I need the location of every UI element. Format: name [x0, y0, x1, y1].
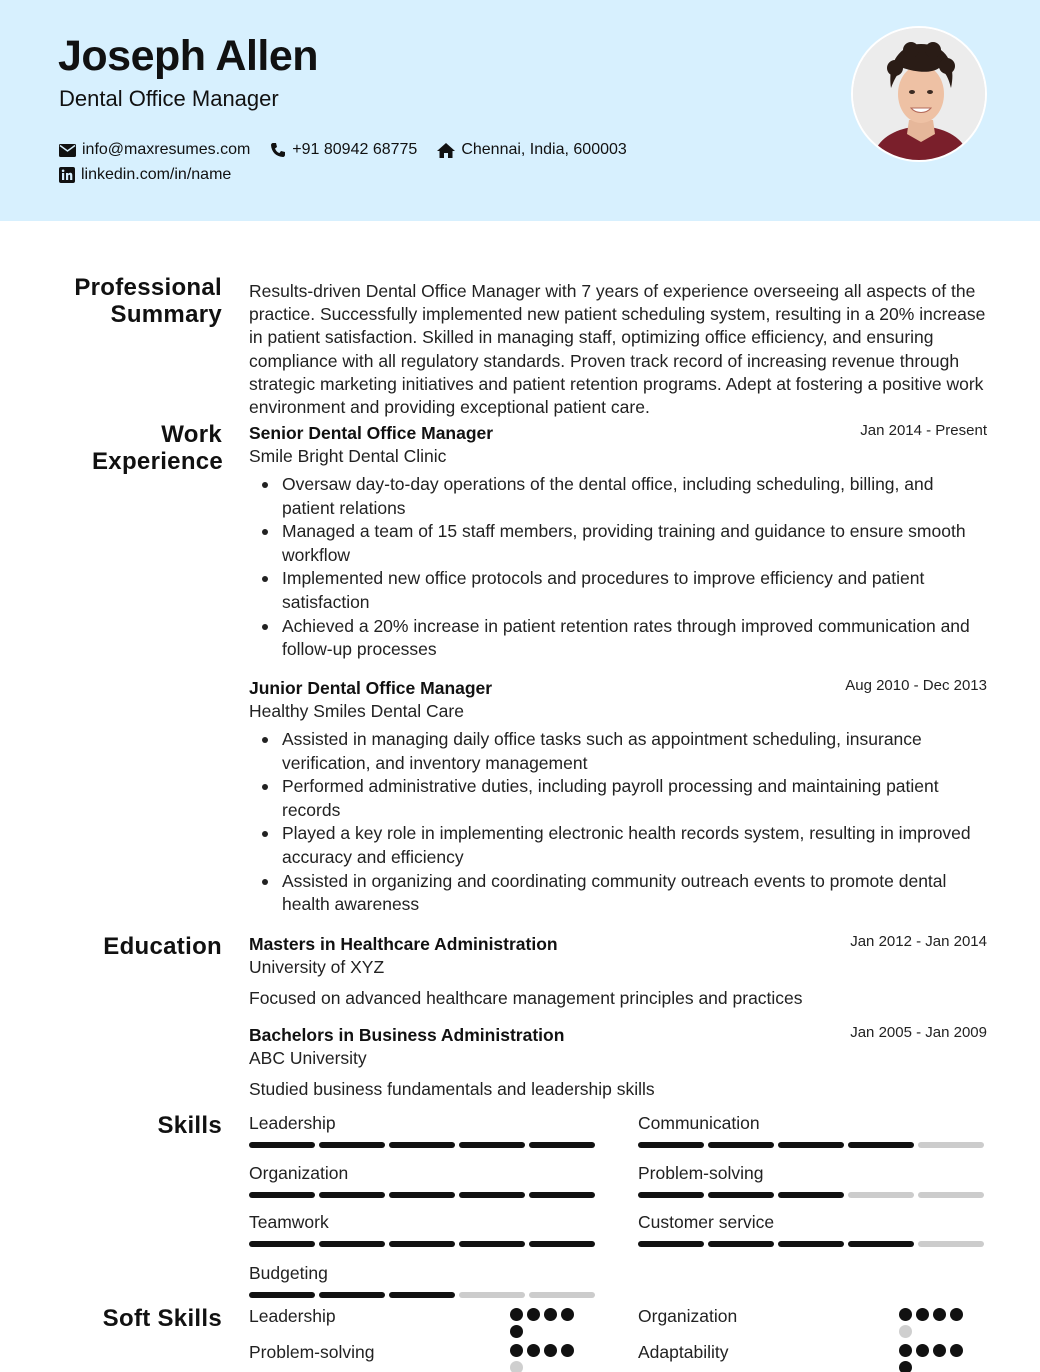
rating-dot [899, 1325, 912, 1338]
email-text: info@maxresumes.com [82, 141, 251, 158]
degree-title: Masters in Healthcare Administration [249, 934, 558, 954]
linkedin-text: linkedin.com/in/name [81, 166, 232, 183]
job-bullets [249, 473, 987, 662]
soft-skill-name: Adaptability [638, 1342, 729, 1362]
section-title-soft-skills: Soft Skills [102, 1305, 222, 1332]
skill-level-segment [249, 1142, 315, 1148]
list-item: Assisted in organizing and coordinating community outreach events to promote dental health awareness [249, 870, 987, 917]
list-item: Played a key role in implementing electronic health records system, resulting in improved accuracy and efficiency [249, 822, 987, 869]
skill-level-segment [708, 1241, 774, 1247]
list-item: Achieved a 20% increase in patient retention rates through improved communication and follow-up processes [249, 615, 987, 662]
candidate-name: Joseph Allen [58, 32, 319, 80]
skill-name: Teamwork [249, 1212, 329, 1232]
skill-level-segment [708, 1192, 774, 1198]
skill-level-segment [778, 1192, 844, 1198]
skill-name: Problem-solving [638, 1163, 764, 1183]
job-title: Junior Dental Office Manager [249, 678, 493, 698]
rating-dot [561, 1344, 574, 1357]
job-entry [249, 423, 987, 662]
envelope-icon [59, 144, 76, 157]
skill-level-segment [389, 1241, 455, 1247]
rating-dot [510, 1325, 523, 1338]
skill-name: Leadership [249, 1113, 336, 1133]
rating-dot [933, 1344, 946, 1357]
rating-dot [933, 1308, 946, 1321]
rating-dot [916, 1308, 929, 1321]
skill-level-bar [638, 1241, 986, 1247]
rating-dot [899, 1308, 912, 1321]
skill-level-segment [529, 1241, 595, 1247]
skill-level-segment [249, 1241, 315, 1247]
job-dates: Jan 2014 - Present [860, 422, 987, 439]
rating-dot [899, 1344, 912, 1357]
skill-item [638, 1212, 986, 1247]
skill-level-segment [459, 1192, 525, 1198]
skill-level-bar [249, 1192, 597, 1198]
skill-level-segment [319, 1241, 385, 1247]
skill-name: Budgeting [249, 1263, 328, 1283]
skill-level-segment [918, 1192, 984, 1198]
education-description: Focused on advanced healthcare management principles and practices [249, 988, 803, 1008]
soft-skill-rating [510, 1308, 582, 1338]
summary-text: Results-driven Dental Office Manager with 7 years of experience overseeing all aspects of the practice. Successfully implemented new patient scheduling system, resulting in a 20% increase in patient satisfaction. Skilled in managing staff, optimizing office efficiency, and ensuring compliance with all regulatory standards. Proven track record of increasing revenue through strategic marketing initiatives and patient retention programs. Adept at fostering a positive work environment and providing exceptional patient care. [249, 281, 986, 418]
skill-name: Organization [249, 1163, 349, 1183]
skill-level-bar [249, 1142, 597, 1148]
skill-level-segment [459, 1241, 525, 1247]
skill-level-segment [389, 1292, 455, 1298]
skill-level-segment [708, 1142, 774, 1148]
skill-item [638, 1113, 986, 1148]
candidate-role: Dental Office Manager [59, 86, 279, 111]
skill-level-bar [638, 1192, 986, 1198]
skill-item [249, 1113, 597, 1148]
rating-dot [510, 1361, 523, 1372]
skill-item [249, 1263, 597, 1298]
rating-dot [950, 1308, 963, 1321]
address-text: Chennai, India, 600003 [461, 141, 627, 158]
soft-skill-item [249, 1342, 589, 1363]
skill-level-segment [848, 1142, 914, 1148]
home-icon [437, 143, 455, 158]
linkedin-icon [59, 167, 75, 183]
skill-level-segment [778, 1142, 844, 1148]
school-name: ABC University [249, 1048, 367, 1068]
soft-skill-item [638, 1342, 978, 1363]
skill-level-segment [529, 1292, 595, 1298]
list-item: Implemented new office protocols and procedures to improve efficiency and patient satisfaction [249, 567, 987, 614]
section-title-skills: Skills [157, 1112, 222, 1139]
skill-level-bar [249, 1292, 597, 1298]
soft-skill-name: Leadership [249, 1306, 336, 1326]
list-item: Oversaw day-to-day operations of the dental office, including scheduling, billing, and patient relations [249, 473, 987, 520]
school-name: University of XYZ [249, 957, 385, 977]
rating-dot [950, 1344, 963, 1357]
skill-level-segment [638, 1142, 704, 1148]
job-dates: Aug 2010 - Dec 2013 [845, 677, 987, 694]
soft-skill-name: Organization [638, 1306, 738, 1326]
rating-dot [544, 1308, 557, 1321]
rating-dot [561, 1308, 574, 1321]
soft-skill-rating [899, 1344, 971, 1372]
skill-level-segment [529, 1192, 595, 1198]
section-title-summary: Professional Summary [74, 274, 222, 328]
skill-level-segment [638, 1192, 704, 1198]
skill-item [249, 1212, 597, 1247]
skill-level-segment [319, 1292, 385, 1298]
list-item: Managed a team of 15 staff members, providing training and guidance to ensure smooth workflow [249, 520, 987, 567]
job-company: Smile Bright Dental Clinic [249, 446, 447, 466]
phone-text: +91 80942 68775 [292, 141, 418, 158]
rating-dot [527, 1344, 540, 1357]
phone-contact[interactable] [270, 141, 417, 159]
list-item: Assisted in managing daily office tasks such as appointment scheduling, insurance verification, and inventory management [249, 728, 987, 775]
education-entry [249, 1025, 987, 1100]
rating-dot [916, 1344, 929, 1357]
soft-skill-item [249, 1306, 589, 1327]
skill-level-segment [918, 1142, 984, 1148]
skill-level-segment [389, 1192, 455, 1198]
skill-level-segment [459, 1142, 525, 1148]
section-title-education: Education [103, 933, 222, 960]
soft-skill-rating [899, 1308, 971, 1338]
address-contact [437, 141, 626, 159]
skill-item [249, 1163, 597, 1198]
skill-name: Customer service [638, 1212, 775, 1232]
rating-dot [899, 1361, 912, 1372]
skill-level-segment [249, 1192, 315, 1198]
rating-dot [544, 1344, 557, 1357]
soft-skill-rating [510, 1344, 582, 1372]
rating-dot [510, 1308, 523, 1321]
skill-level-segment [249, 1292, 315, 1298]
skill-level-segment [848, 1241, 914, 1247]
education-description: Studied business fundamentals and leadership skills [249, 1079, 655, 1099]
job-entry [249, 678, 987, 917]
skill-level-segment [389, 1142, 455, 1148]
email-contact[interactable] [59, 141, 250, 159]
education-dates: Jan 2012 - Jan 2014 [850, 933, 987, 950]
contact-info [59, 139, 647, 189]
skill-level-bar [638, 1142, 986, 1148]
degree-title: Bachelors in Business Administration [249, 1025, 565, 1045]
skill-level-segment [848, 1192, 914, 1198]
job-title: Senior Dental Office Manager [249, 423, 494, 443]
skill-level-segment [778, 1241, 844, 1247]
linkedin-contact[interactable] [59, 166, 231, 184]
rating-dot [510, 1344, 523, 1357]
list-item: Performed administrative duties, including payroll processing and maintaining patient records [249, 775, 987, 822]
profile-photo [851, 26, 987, 162]
soft-skill-item [638, 1306, 978, 1327]
skill-level-segment [459, 1292, 525, 1298]
soft-skill-name: Problem-solving [249, 1342, 375, 1362]
skill-level-segment [319, 1192, 385, 1198]
resume-header [0, 0, 1040, 221]
section-title-work: Work Experience [92, 421, 224, 475]
skill-level-segment [638, 1241, 704, 1247]
education-entry [249, 934, 987, 1009]
job-bullets [249, 728, 987, 917]
skill-level-segment [529, 1142, 595, 1148]
skill-level-segment [319, 1142, 385, 1148]
job-company: Healthy Smiles Dental Care [249, 701, 464, 721]
education-dates: Jan 2005 - Jan 2009 [850, 1024, 987, 1041]
skill-name: Communication [638, 1113, 760, 1133]
phone-icon [270, 142, 286, 158]
skill-level-segment [918, 1241, 984, 1247]
rating-dot [527, 1308, 540, 1321]
skill-item [638, 1163, 986, 1198]
skill-level-bar [249, 1241, 597, 1247]
